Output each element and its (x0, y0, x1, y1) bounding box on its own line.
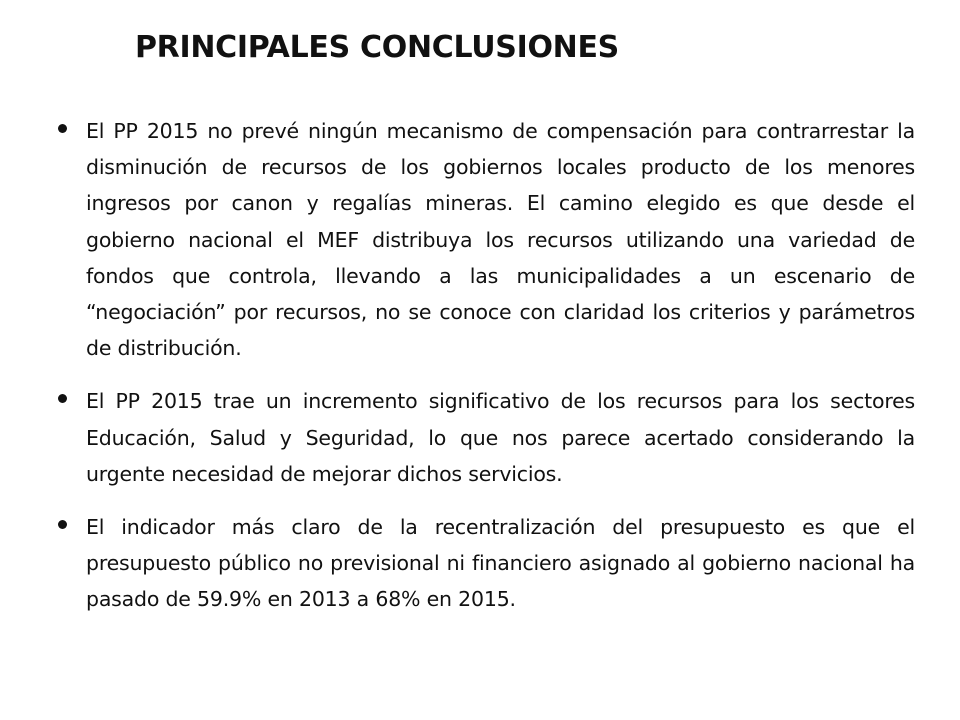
bullet-text-2: El PP 2015 trae un incremento significativo de los recursos para los sectores Educación, Salud y Seguridad, lo que nos parece acertado considerando la urgente necesidad de mejorar dichos servicios. (86, 389, 915, 486)
bullet-dot-icon (40, 509, 86, 539)
bullet-text-3: El indicador más claro de la recentralización del presupuesto es que el presupuesto público no previsional ni financiero asignado al gobierno nacional ha pasado de 59.9% en 2013 a 68% en 2015. (86, 515, 915, 612)
bullet-item-1 (40, 113, 915, 366)
conclusions-list (40, 113, 915, 635)
bullet-dot-icon (40, 113, 86, 143)
slide-title: PRINCIPALES CONCLUSIONES (135, 30, 619, 65)
bullet-text-1: El PP 2015 no prevé ningún mecanismo de compensación para contrarrestar la disminución de recursos de los gobiernos locales producto de los menores ingresos por canon y regalías mineras. El camino elegido es que desde el gobierno nacional el MEF distribuya los recursos utilizando una variedad de fondos que controla, llevando a las municipalidades a un escenario de “negociación” por recursos, no se conoce con claridad los criterios y parámetros de distribución. (86, 119, 915, 361)
bullet-dot-icon (40, 383, 86, 413)
bullet-item-3 (40, 509, 915, 618)
bullet-item-2 (40, 383, 915, 492)
